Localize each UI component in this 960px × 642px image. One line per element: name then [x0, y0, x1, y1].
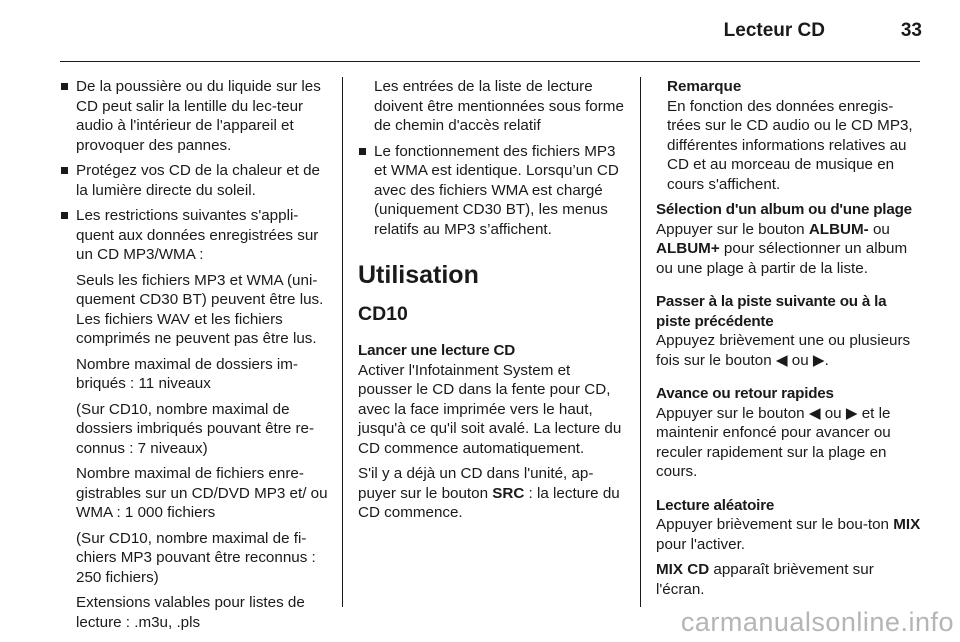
column-divider — [640, 77, 641, 607]
bullet-square-icon — [61, 167, 68, 174]
bullet-square-icon — [61, 83, 68, 90]
key-mix-cd: MIX CD — [656, 561, 710, 578]
remark-box — [656, 77, 922, 194]
paragraph-mix-cd: MIX CD apparaît brièvement sur l'écran. — [656, 561, 874, 598]
column-3 — [656, 77, 922, 605]
list-item: Les restrictions suivantes s'appli-quent aux données enregistrées sur un CD MP3/WMA : — [60, 206, 328, 265]
heading-avance: Avance ou retour rapides — [656, 385, 834, 402]
bullet-square-icon — [359, 148, 366, 155]
remark-title: Remarque — [667, 78, 742, 95]
page-header — [0, 0, 960, 58]
heading-album: Sélection d'un album ou d'une plage — [656, 201, 912, 218]
sub-paragraph: (Sur CD10, nombre maximal de dossiers imbriqués pouvant être re-connus : 7 niveaux) — [76, 400, 315, 457]
paragraph-lancer: Activer l'Infotainment System et pousser le CD dans la fente pour CD, avec la face imprimée vers le haut, jusqu'à ce qu'il soit avalé. La lecture du CD commence automatiquement. — [358, 361, 622, 457]
column-1 — [60, 77, 328, 638]
paragraph-avance: Appuyer sur le bouton ◀ ou ▶ et le maintenir enfoncé pour avancer ou reculer rapidement sur la plage en cours. — [656, 404, 891, 480]
sub-paragraph: Nombre maximal de fichiers enre-gistrables sur un CD/DVD MP3 et/ ou WMA : 1 000 fichiers — [76, 465, 328, 521]
watermark: carmanualsonline.info — [680, 607, 954, 637]
paragraph-mix: Appuyer brièvement sur le bou-ton MIX pour l'activer. — [656, 516, 921, 553]
paragraph-piste: Appuyez brièvement une ou plusieurs fois sur le bouton ◀ ou ▶. — [656, 332, 911, 369]
sub-paragraph: Nombre maximal de dossiers im-briqués : 11 niveaux — [76, 355, 298, 392]
list-item: Le fonctionnement des fichiers MP3 et WMA est identique. Lorsqu’un CD avec des fichiers WMA est chargé (uniquement CD30 BT), les menus relatifs au MP3 s’affichent. — [358, 142, 626, 240]
list-item: Protégez vos CD de la chaleur et de la lumière directe du soleil. — [60, 161, 328, 200]
sub-paragraph: Seuls les fichiers MP3 et WMA (uni-quement CD30 BT) peuvent être lus. Les fichiers WAV et les fichiers comprimés ne peuvent pas être lus. — [76, 271, 324, 347]
paragraph-album: Appuyer sur le bouton ALBUM- ou ALBUM+ pour sélectionner un album ou une plage à partir de la liste. — [656, 220, 908, 277]
heading-piste: Passer à la piste suivante ou à la piste précédente — [656, 293, 887, 330]
sub-paragraph: Extensions valables pour listes de lecture : .m3u, .pls — [76, 594, 305, 631]
key-mix: MIX — [893, 516, 921, 533]
column-2 — [358, 77, 626, 529]
subsection-heading-cd10: CD10 — [358, 303, 408, 325]
key-src: SRC — [492, 484, 525, 502]
page-title: Lecteur CD — [723, 20, 825, 41]
header-divider — [60, 61, 920, 62]
page-number: 33 — [900, 20, 922, 41]
sub-paragraph: Les entrées de la liste de lecture doivent être mentionnées sous forme de chemin d'accès relatif — [374, 78, 624, 134]
key-album-plus: ALBUM+ — [656, 240, 720, 257]
sub-paragraph: (Sur CD10, nombre maximal de fi-chiers MP3 pouvant être reconnus : 250 fichiers) — [76, 529, 316, 586]
remark-text: En fonction des données enregis-trées sur le CD audio ou le CD MP3, différentes informations relatives au CD et au morceau de musique en cours s'affichent. — [667, 97, 913, 193]
paragraph-src: S'il y a déjà un CD dans l'unité, ap-puyer sur le bouton SRC : la lecture du CD commence. — [358, 465, 620, 521]
list-item: De la poussière ou du liquide sur les CD peut salir la lentille du lec-teur audio à l'intérieur de l'appareil et provoquer des pannes. — [60, 77, 328, 155]
section-heading-utilisation: Utilisation — [358, 261, 479, 289]
heading-lancer-lecture: Lancer une lecture CD — [358, 342, 516, 359]
bullet-square-icon — [61, 212, 68, 219]
key-album-minus: ALBUM- — [808, 220, 869, 238]
column-divider — [342, 77, 343, 607]
heading-aleatoire: Lecture aléatoire — [656, 496, 775, 514]
